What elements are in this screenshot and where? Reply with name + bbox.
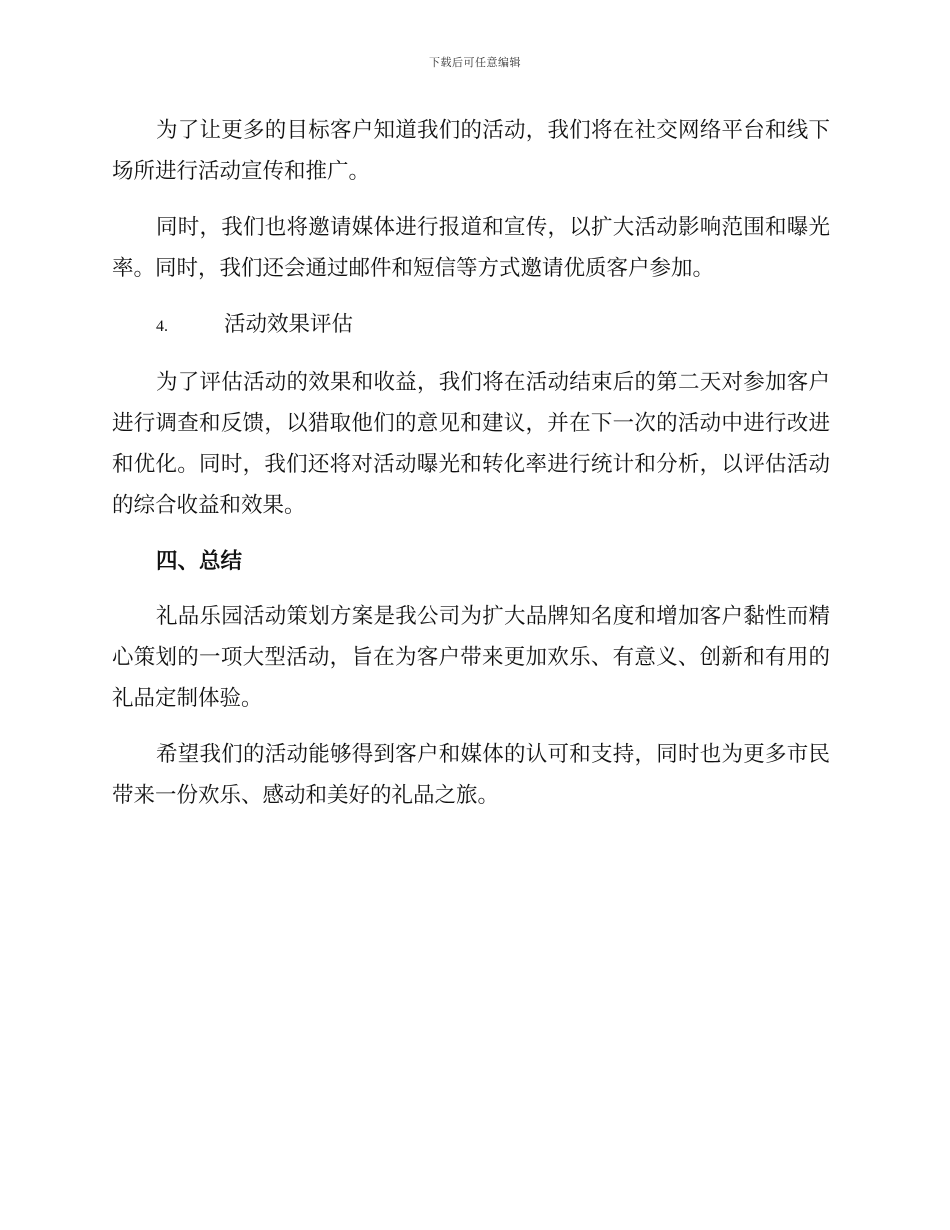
paragraph-media: 同时，我们也将邀请媒体进行报道和宣传，以扩大活动影响范围和曝光率。同时，我们还会通过邮件和短信等方式邀请优质客户参加。 <box>112 215 830 281</box>
paragraph-promotion: 为了让更多的目标客户知道我们的活动，我们将在社交网络平台和线下场所进行活动宣传和推广。 <box>112 118 830 184</box>
document-body <box>112 110 830 831</box>
heading-title: 活动效果评估 <box>224 312 354 337</box>
heading-number: 4. <box>156 318 168 335</box>
paragraph-evaluation: 为了评估活动的效果和收益，我们将在活动结束后的第二天对参加客户进行调查和反馈，以猎取他们的意见和建议，并在下一次的活动中进行改进和优化。同时，我们还将对活动曝光和转化率进行统计和分析，以评估活动的综合收益和效果。 <box>112 370 830 518</box>
paragraph-summary: 礼品乐园活动策划方案是我公司为扩大品牌知名度和增加客户黏性而精心策划的一项大型活动，旨在为客户带来更加欢乐、有意义、创新和有用的礼品定制体验。 <box>112 604 830 711</box>
section-heading-summary: 四、总结 <box>156 549 243 574</box>
page-header: 下载后可任意编辑 <box>429 56 521 69</box>
numbered-heading-evaluation <box>112 304 830 347</box>
paragraph-closing: 希望我们的活动能够得到客户和媒体的认可和支持，同时也为更多市民带来一份欢乐、感动和美好的礼品之旅。 <box>112 742 830 808</box>
